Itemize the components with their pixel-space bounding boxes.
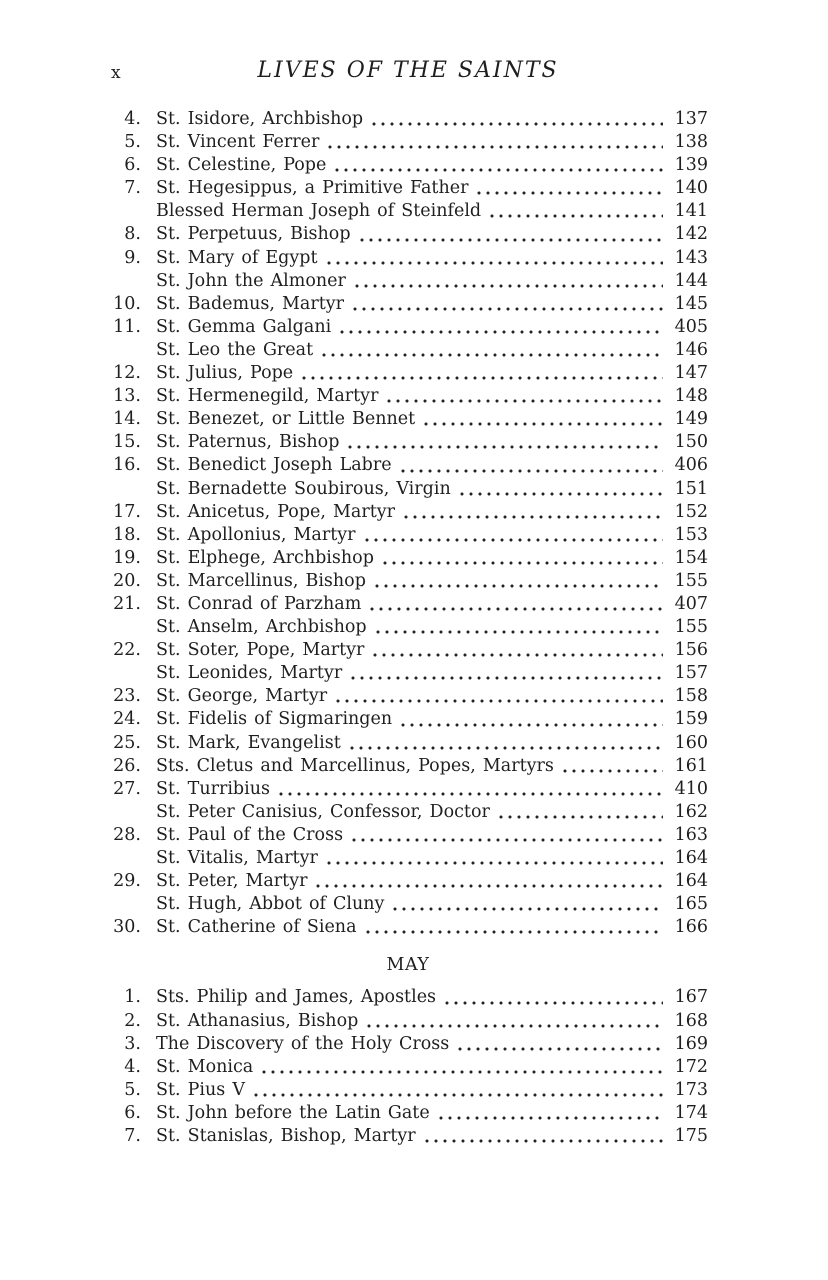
entry-title: St. Fidelis of Sigmaringen xyxy=(156,709,393,730)
entry-page-number: 410 xyxy=(674,778,708,799)
dot-leader xyxy=(370,607,662,611)
toc-entry xyxy=(108,916,708,939)
entry-page-number: 174 xyxy=(674,1102,708,1123)
entry-day-number: 26. xyxy=(113,755,141,776)
entry-page-number: 406 xyxy=(674,455,708,476)
entry-day-number: 4. xyxy=(124,109,141,129)
toc-entry xyxy=(108,639,708,662)
toc-entry xyxy=(108,478,708,501)
dot-leader xyxy=(393,907,662,911)
toc-entry xyxy=(108,131,708,154)
dot-leader xyxy=(348,445,662,449)
entry-day-number: 28. xyxy=(113,824,141,845)
entry-page-number: 137 xyxy=(674,109,708,129)
entry-title: St. Pius V xyxy=(156,1079,245,1100)
entry-day-number: 5. xyxy=(124,132,141,153)
entry-title: St. Hermenegild, Martyr xyxy=(156,386,379,407)
entry-day-number: 15. xyxy=(113,432,141,453)
running-head xyxy=(0,58,828,88)
dot-leader xyxy=(499,815,663,819)
toc-entry xyxy=(108,1010,708,1033)
dot-leader xyxy=(352,838,663,842)
entry-day-number: 3. xyxy=(124,1033,141,1054)
entry-page-number: 169 xyxy=(674,1033,708,1054)
entry-title: Blessed Herman Joseph of Steinfeld xyxy=(156,201,482,222)
entry-title: St. Marcellinus, Bishop xyxy=(156,570,366,591)
toc-entry xyxy=(108,547,708,570)
entry-day-number: 7. xyxy=(124,178,141,199)
dot-leader xyxy=(460,492,663,496)
dot-leader xyxy=(376,630,663,634)
entry-title: St. Conrad of Parzham xyxy=(156,593,362,614)
entry-title: St. Vincent Ferrer xyxy=(156,132,320,153)
dot-leader xyxy=(375,584,663,588)
entry-page-number: 140 xyxy=(674,178,708,199)
toc-entry xyxy=(108,778,708,801)
entry-title: St. Mark, Evangelist xyxy=(156,732,341,753)
entry-title: St. Anicetus, Pope, Martyr xyxy=(156,501,396,522)
toc-entry xyxy=(108,986,708,1009)
entry-day-number: 11. xyxy=(113,316,141,337)
entry-title: St. Hegesippus, a Primitive Father xyxy=(156,178,469,199)
entry-day-number: 14. xyxy=(113,409,141,430)
entry-page-number: 175 xyxy=(674,1126,708,1147)
entry-day-number: 25. xyxy=(113,732,141,753)
entry-title: St. Catherine of Siena xyxy=(156,917,357,938)
entry-page-number: 156 xyxy=(674,640,708,661)
entry-day-number: 16. xyxy=(113,455,141,476)
entry-page-number: 405 xyxy=(674,316,708,337)
running-title: LIVES OF THE SAINTS xyxy=(257,58,559,83)
dot-leader xyxy=(350,746,663,750)
toc-entry xyxy=(108,362,708,385)
entry-page-number: 142 xyxy=(674,224,708,245)
entry-page-number: 150 xyxy=(674,432,708,453)
toc-entry xyxy=(108,708,708,731)
toc-entry xyxy=(108,732,708,755)
entry-day-number: 13. xyxy=(113,386,141,407)
entry-day-number: 5. xyxy=(124,1079,141,1100)
entry-title: St. Monica xyxy=(156,1056,254,1077)
dot-leader xyxy=(327,861,663,865)
entry-title: St. John before the Latin Gate xyxy=(156,1102,430,1123)
entry-title: St. Leonides, Martyr xyxy=(156,663,343,684)
dot-leader xyxy=(360,238,663,242)
entry-page-number: 159 xyxy=(674,709,708,730)
entry-page-number: 144 xyxy=(674,270,708,291)
dot-leader xyxy=(365,538,663,542)
entry-title: St. Mary of Egypt xyxy=(156,247,318,268)
entry-page-number: 165 xyxy=(674,894,708,915)
entry-page-number: 138 xyxy=(674,132,708,153)
entry-title: St. Isidore, Archbishop xyxy=(156,109,364,129)
toc-entry xyxy=(108,870,708,893)
toc-entry xyxy=(108,177,708,200)
toc-entry xyxy=(108,570,708,593)
entry-page-number: 172 xyxy=(674,1056,708,1077)
entry-title: St. Bernadette Soubirous, Virgin xyxy=(156,478,451,499)
entry-page-number: 164 xyxy=(674,871,708,892)
toc-entry xyxy=(108,316,708,339)
entry-title: St. Paternus, Bishop xyxy=(156,432,340,453)
entry-page-number: 141 xyxy=(674,201,708,222)
toc-entry xyxy=(108,755,708,778)
dot-leader xyxy=(353,307,663,311)
entry-title: St. Benezet, or Little Bennet xyxy=(156,409,416,430)
toc-entry xyxy=(108,593,708,616)
section-month-heading: MAY xyxy=(386,955,430,976)
entry-day-number: 23. xyxy=(113,686,141,707)
toc-entry xyxy=(108,408,708,431)
toc-entry xyxy=(108,270,708,293)
dot-leader xyxy=(336,699,663,703)
toc-entry xyxy=(108,293,708,316)
entry-page-number: 167 xyxy=(674,987,708,1008)
entry-title: St. Vitalis, Martyr xyxy=(156,848,318,868)
entry-day-number: 18. xyxy=(113,524,141,545)
dot-leader xyxy=(445,1001,663,1005)
dot-leader xyxy=(322,353,662,357)
entry-title: St. Peter Canisius, Confessor, Doctor xyxy=(156,801,490,822)
dot-leader xyxy=(387,399,662,403)
entry-day-number: 24. xyxy=(113,709,141,730)
dot-leader xyxy=(351,676,662,680)
entry-page-number: 168 xyxy=(674,1010,708,1031)
toc-entry xyxy=(108,685,708,708)
entry-page-number: 151 xyxy=(674,478,708,499)
dot-leader xyxy=(327,261,663,265)
dot-leader xyxy=(328,145,662,149)
entry-page-number: 153 xyxy=(674,524,708,545)
entry-day-number: 17. xyxy=(113,501,141,522)
entry-page-number: 152 xyxy=(674,501,708,522)
toc-entry xyxy=(108,524,708,547)
dot-leader xyxy=(366,930,663,934)
entry-page-number: 407 xyxy=(674,593,708,614)
entry-page-number: 162 xyxy=(674,801,708,822)
entry-title: St. Turribius xyxy=(156,778,270,799)
entry-title: The Discovery of the Holy Cross xyxy=(156,1033,450,1054)
entry-page-number: 146 xyxy=(674,339,708,360)
entry-page-number: 149 xyxy=(674,409,708,430)
entry-title: St. Benedict Joseph Labre xyxy=(156,455,392,476)
entry-title: Sts. Cletus and Marcellinus, Popes, Martyrs xyxy=(156,755,554,776)
dot-leader xyxy=(424,422,662,426)
toc-entry xyxy=(108,1033,708,1056)
toc-entry xyxy=(108,431,708,454)
entry-title: St. Athanasius, Bishop xyxy=(156,1010,359,1031)
dot-leader xyxy=(335,168,662,172)
toc-entry xyxy=(108,200,708,223)
entry-title: St. Julius, Pope xyxy=(156,363,294,384)
entry-day-number: 12. xyxy=(113,363,141,384)
dot-leader xyxy=(302,376,662,380)
toc-entry xyxy=(108,1056,708,1079)
dot-leader xyxy=(367,1024,662,1028)
toc-entry xyxy=(108,893,708,916)
entry-day-number: 30. xyxy=(113,917,141,938)
entry-page-number: 145 xyxy=(674,293,708,314)
dot-leader xyxy=(425,1139,663,1143)
dot-leader xyxy=(458,1047,662,1051)
dot-leader xyxy=(404,515,663,519)
dot-leader xyxy=(439,1116,663,1120)
entry-title: St. Apollonius, Martyr xyxy=(156,524,356,545)
entry-title: St. Celestine, Pope xyxy=(156,155,327,176)
entry-title: St. Bademus, Martyr xyxy=(156,293,344,314)
entry-day-number: 27. xyxy=(113,778,141,799)
entry-page-number: 155 xyxy=(674,570,708,591)
entry-title: St. Leo the Great xyxy=(156,339,314,360)
entry-page-number: 163 xyxy=(674,824,708,845)
toc-entry xyxy=(108,1079,708,1102)
dot-leader xyxy=(401,723,662,727)
entry-page-number: 166 xyxy=(674,917,708,938)
entry-page-number: 155 xyxy=(674,617,708,638)
entry-day-number: 7. xyxy=(124,1126,141,1147)
entry-page-number: 158 xyxy=(674,686,708,707)
entry-day-number: 22. xyxy=(113,640,141,661)
entry-day-number: 8. xyxy=(124,224,141,245)
entry-day-number: 6. xyxy=(124,155,141,176)
entry-title: Sts. Philip and James, Apostles xyxy=(156,987,437,1008)
entry-day-number: 9. xyxy=(124,247,141,268)
toc-entry xyxy=(108,847,708,870)
toc-entry xyxy=(108,501,708,524)
entry-page-number: 157 xyxy=(674,663,708,684)
dot-leader xyxy=(262,1070,662,1074)
toc-entry xyxy=(108,385,708,408)
toc-entry xyxy=(108,824,708,847)
toc-entry xyxy=(108,339,708,362)
entry-page-number: 148 xyxy=(674,386,708,407)
dot-leader xyxy=(490,214,662,218)
entry-page-number: 139 xyxy=(674,155,708,176)
entry-page-number: 160 xyxy=(674,732,708,753)
dot-leader xyxy=(279,792,663,796)
toc-entry xyxy=(108,154,708,177)
entry-day-number: 2. xyxy=(124,1010,141,1031)
entry-page-number: 154 xyxy=(674,547,708,568)
dot-leader xyxy=(340,330,662,334)
entry-title: St. Perpetuus, Bishop xyxy=(156,224,351,245)
entry-title: St. Anselm, Archbishop xyxy=(156,617,367,638)
toc-entry xyxy=(108,454,708,477)
entry-title: St. George, Martyr xyxy=(156,686,328,707)
dot-leader xyxy=(316,884,662,888)
entry-title: St. John the Almoner xyxy=(156,270,346,291)
toc-entry xyxy=(108,616,708,639)
dot-leader xyxy=(563,769,663,773)
entry-day-number: 4. xyxy=(124,1056,141,1077)
dot-leader xyxy=(401,469,663,473)
toc-entry xyxy=(108,247,708,270)
entry-day-number: 1. xyxy=(124,987,141,1008)
entry-page-number: 143 xyxy=(674,247,708,268)
entry-day-number: 29. xyxy=(113,871,141,892)
entry-title: St. Stanislas, Bishop, Martyr xyxy=(156,1126,416,1147)
dot-leader xyxy=(373,653,662,657)
entry-title: St. Elphege, Archbishop xyxy=(156,547,374,568)
entry-title: St. Paul of the Cross xyxy=(156,824,344,845)
entry-day-number: 19. xyxy=(113,547,141,568)
toc-entry xyxy=(108,1102,708,1125)
entry-title: St. Gemma Galgani xyxy=(156,316,332,337)
table-of-contents xyxy=(108,108,708,1148)
toc-entry xyxy=(108,108,708,131)
entry-title: St. Soter, Pope, Martyr xyxy=(156,640,365,661)
toc-entry xyxy=(108,1125,708,1148)
entry-title: St. Peter, Martyr xyxy=(156,871,308,892)
entry-page-number: 161 xyxy=(674,755,708,776)
entry-page-number: 173 xyxy=(674,1079,708,1100)
entry-title: St. Hugh, Abbot of Cluny xyxy=(156,894,385,915)
entry-day-number: 6. xyxy=(124,1102,141,1123)
dot-leader xyxy=(355,284,663,288)
dot-leader xyxy=(383,561,663,565)
entry-day-number: 20. xyxy=(113,570,141,591)
dot-leader xyxy=(254,1093,663,1097)
toc-entry xyxy=(108,662,708,685)
entry-page-number: 147 xyxy=(674,363,708,384)
entry-day-number: 21. xyxy=(113,593,141,614)
dot-leader xyxy=(477,191,662,195)
entry-day-number: 10. xyxy=(113,293,141,314)
dot-leader xyxy=(372,122,663,126)
entry-page-number: 164 xyxy=(674,848,708,868)
toc-entry xyxy=(108,801,708,824)
folio-page-number: x xyxy=(111,63,121,83)
toc-entry xyxy=(108,223,708,246)
